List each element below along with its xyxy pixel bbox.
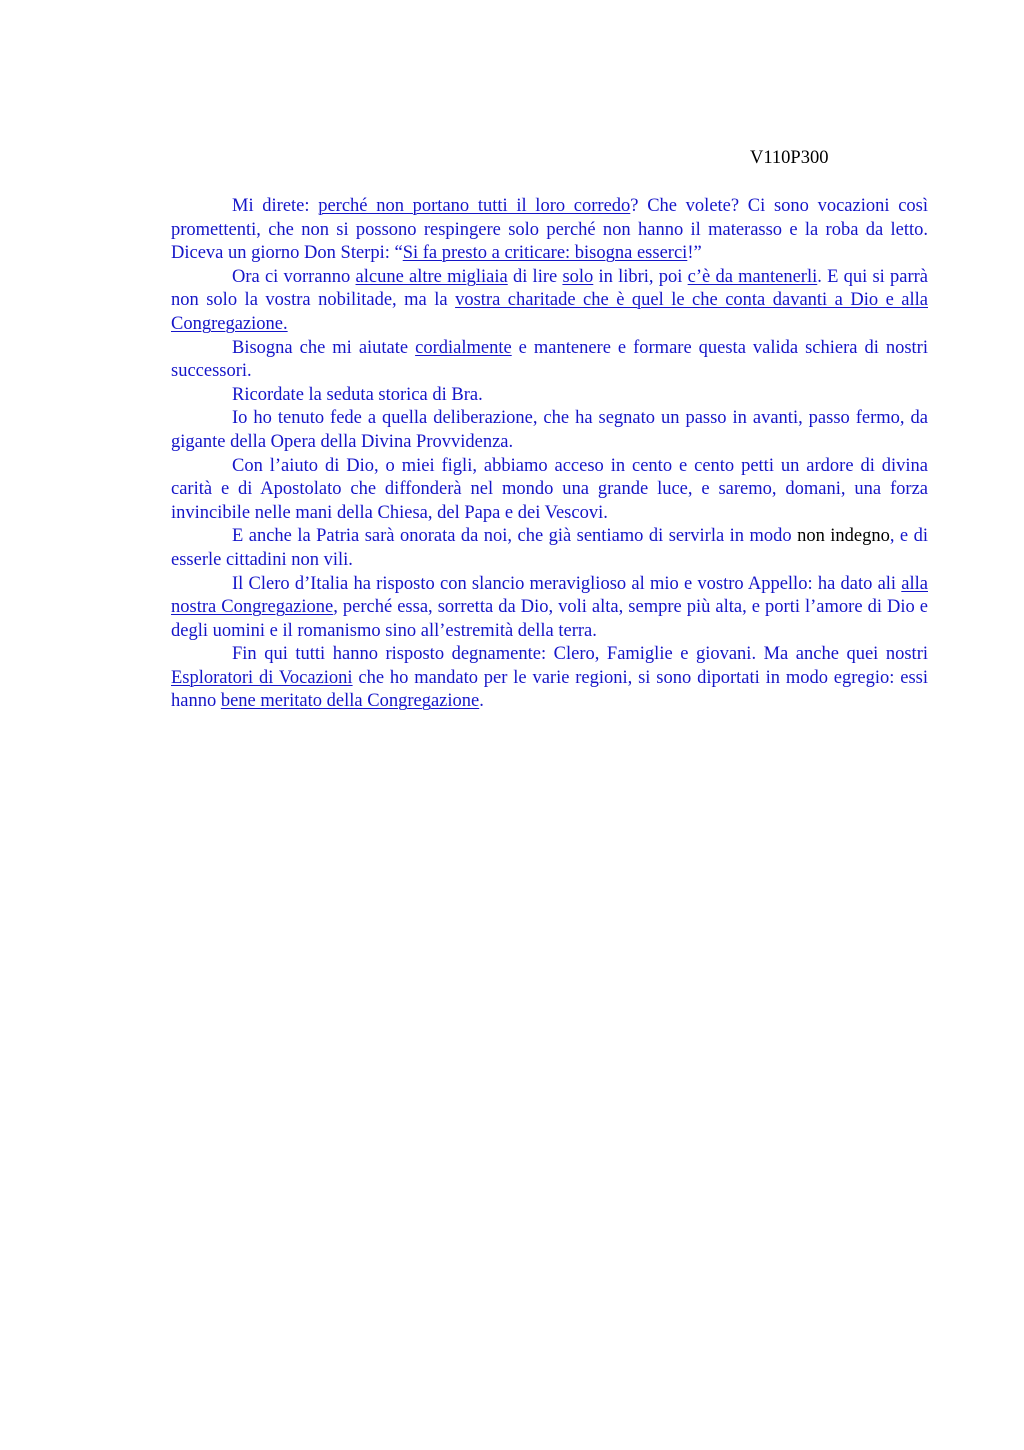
paragraph-text: Fin qui tutti hanno risposto degnamente: Clero, Famiglie e giovani. Ma anche quei nostri [232,644,928,665]
underlined-text: solo [562,266,594,287]
paragraph [171,455,928,526]
underlined-text: bene meritato della Congregazione [220,691,480,712]
paragraph-text: Ora ci vorranno [232,266,356,287]
paragraph-text: !” [687,243,702,264]
paragraph [171,195,928,266]
underlined-text: Esploratori di Vocazioni [171,667,353,688]
paragraph-text: ? Che volete? Ci sono vocazioni così promettenti, che non si possono respingere solo perché non hanno il materasso e la roba da letto. Diceva un giorno Don Sterpi: “ [171,196,928,264]
paragraph-text: in libri, poi [593,266,688,287]
underlined-text: c’è da mantenerli [687,266,818,287]
document-body [171,195,928,714]
paragraph [171,573,928,644]
paragraph [171,407,928,454]
paragraph-text: Ricordate la seduta storica di Bra. [232,384,483,405]
paragraph-text: che ho mandato per le varie regioni, si sono diportati in modo egregio: essi hanno [171,667,928,712]
underlined-text: perché non portano tutti il loro corredo [318,196,631,216]
underlined-text: alla nostra Congregazione [171,573,928,618]
paragraph-text: non indegno [797,526,890,547]
paragraph [171,643,928,714]
paragraph-text: Con l’aiuto di Dio, o miei figli, abbiamo acceso in cento e cento petti un ardore di divina carità e di Apostolato che diffonderà nel mondo una grande luce, e saremo, domani, una forza invincibile nelle mani della Chiesa, del Papa e dei Vescovi. [171,455,928,523]
paragraph [171,384,928,408]
underlined-text: Si fa presto a criticare: bisogna esserci [402,243,688,264]
paragraph-text: . [479,691,484,712]
paragraph-text: . E qui si parrà non solo la vostra nobilitade, ma la [171,266,929,311]
underlined-text: cordialmente [415,337,512,358]
paragraph [171,525,928,572]
paragraph-text: , e di esserle cittadini non vili. [171,526,928,570]
paragraph-text: Bisogna che mi aiutate [232,337,416,358]
paragraph [171,337,928,384]
page-code: V110P300 [750,148,829,168]
paragraph-text: di lire [507,266,563,287]
underlined-text: vostra charitade che è quel le che conta davanti a Dio e alla Congregazione. [171,290,928,334]
paragraph-text: Il Clero d’Italia ha risposto con slancio meraviglioso al mio e vostro Appello: ha dato ali [232,573,902,594]
paragraph-text: Io ho tenuto fede a quella deliberazione, che ha segnato un passo in avanti, passo fermo, da gigante della Opera della Divina Provvidenza. [171,408,928,452]
paragraph [171,266,928,337]
underlined-text: alcune altre migliaia [355,266,508,287]
paragraph-text: , perché essa, sorretta da Dio, voli alta, sempre più alta, e porti l’amore di Dio e degli uomini e il romanismo sino all’estremità della terra. [171,597,928,641]
paragraph-text: Mi direte: [232,196,319,216]
paragraph-text: e mantenere e formare questa valida schiera di nostri successori. [171,337,928,382]
paragraph-text: E anche la Patria sarà onorata da noi, che già sentiamo di servirla in modo [232,526,798,547]
